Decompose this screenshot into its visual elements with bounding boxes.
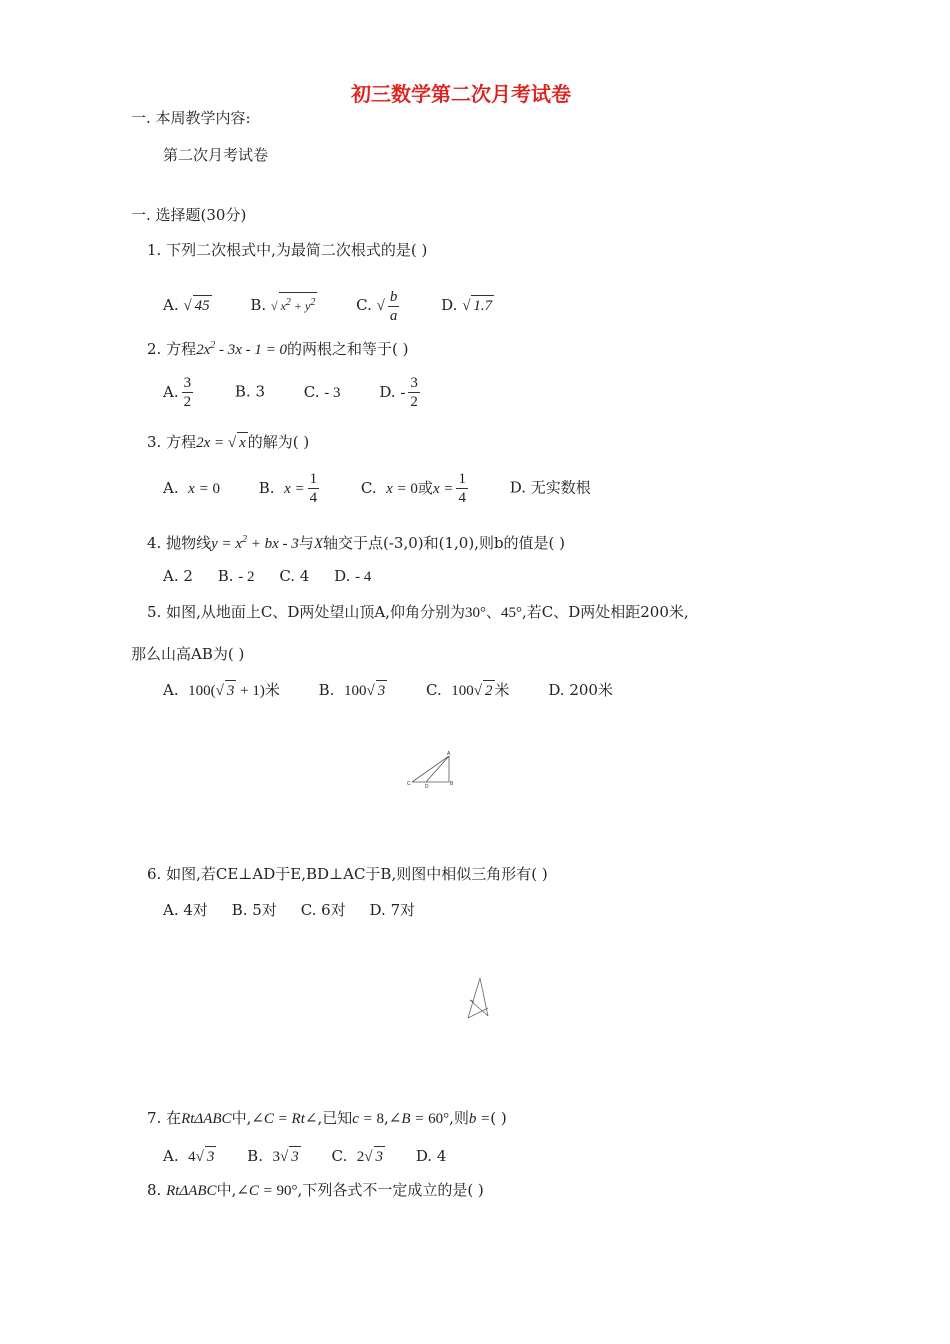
question-7: 7. 在RtΔABC中,∠C = Rt∠,已知c = 8,∠B = 60°,则b =( ) <box>147 1109 507 1127</box>
option-d: D. - 4 <box>334 567 372 585</box>
option-a: A. 4√ 3 <box>163 1147 215 1165</box>
sight-line-c <box>412 756 449 782</box>
question-5: 5. 如图,从地面上C、D两处望山顶A,仰角分别为30°、45°,若C、D两处相距200米, <box>147 603 689 621</box>
question-4-options <box>163 566 371 587</box>
label-a: A <box>447 751 451 757</box>
option-c: C. 100√ 2 米 <box>426 681 510 699</box>
question-8: 8. RtΔABC中,∠C = 90°,下列各式不一定成立的是( ) <box>147 1181 484 1199</box>
option-d: D. √ 1.7 <box>441 295 493 314</box>
question-2-options <box>163 374 423 411</box>
option-d: D. - $\frac{3}{2}$ <box>379 375 418 410</box>
question-5-options <box>163 680 613 701</box>
question-3: 3. 方程2x = √ x 的解为( ) <box>147 433 310 451</box>
question-1-options <box>163 288 494 325</box>
option-a: A. $\frac{3}{2}$ <box>163 375 192 410</box>
option-c: C. - 3 <box>303 382 341 401</box>
section-heading: 一. 选择题(30分) <box>131 206 247 224</box>
sight-line-d <box>426 756 449 782</box>
question-3-options <box>163 470 591 507</box>
option-b: B. - 2 <box>217 567 255 585</box>
option-a: A. 100(√ 3 + 1)米 <box>163 681 280 699</box>
question-6-figure <box>458 972 498 1024</box>
page-title: 初三数学第二次月考试卷 <box>351 82 571 106</box>
option-b: B. 3 <box>234 382 265 401</box>
question-5-line2: 那么山高AB为( ) <box>131 645 245 663</box>
label-b: B <box>450 781 454 787</box>
question-6: 6. 如图,若CE⊥AD于E,BD⊥AC于B,则图中相似三角形有( ) <box>147 865 548 883</box>
option-c: C. 4 <box>279 567 310 585</box>
option-a: A. 2 <box>163 567 193 585</box>
question-4: 4. 抛物线$y = x^2$ + bx - 3与X轴交于点(-3,0)和(1,0),则b的值是( ) <box>147 534 566 552</box>
option-d: D. 无实数根 <box>509 478 591 497</box>
label-c: C <box>407 781 411 787</box>
option-c: C. x = 0或x = $\frac{1}{4}$ <box>360 471 466 506</box>
option-a: A. √ 45 <box>163 295 210 314</box>
question-5-figure <box>400 748 460 793</box>
option-d: D. 200米 <box>548 681 613 699</box>
intro-content: 第二次月考试卷 <box>163 146 269 164</box>
label-d: D <box>425 784 429 790</box>
option-b: B. x = $\frac{1}{4}$ <box>258 471 318 506</box>
option-b: B. √ $x^2 + y^2$ <box>250 296 317 314</box>
option-c: C. √ $\frac{b}{a}$ <box>356 289 398 324</box>
option-a: A. x = 0 <box>163 478 220 497</box>
intro-heading: 一. 本周教学内容: <box>131 109 251 127</box>
option-c: C. 2√ 3 <box>331 1147 384 1165</box>
option-b: B. 3√ 3 <box>247 1147 299 1165</box>
question-7-options <box>163 1146 446 1167</box>
option-b: B. 100√ 3 <box>318 681 386 699</box>
question-1: 1. 下列二次根式中,为最简二次根式的是( ) <box>147 241 428 259</box>
question-2: 2. 方程$2x^2 - 3x - 1 = 0$的两根之和等于( ) <box>147 340 409 358</box>
question-6-options: A. 4对 B. 5对 C. 6对 D. 7对 <box>163 901 416 919</box>
option-d: D. 4 <box>415 1147 447 1165</box>
